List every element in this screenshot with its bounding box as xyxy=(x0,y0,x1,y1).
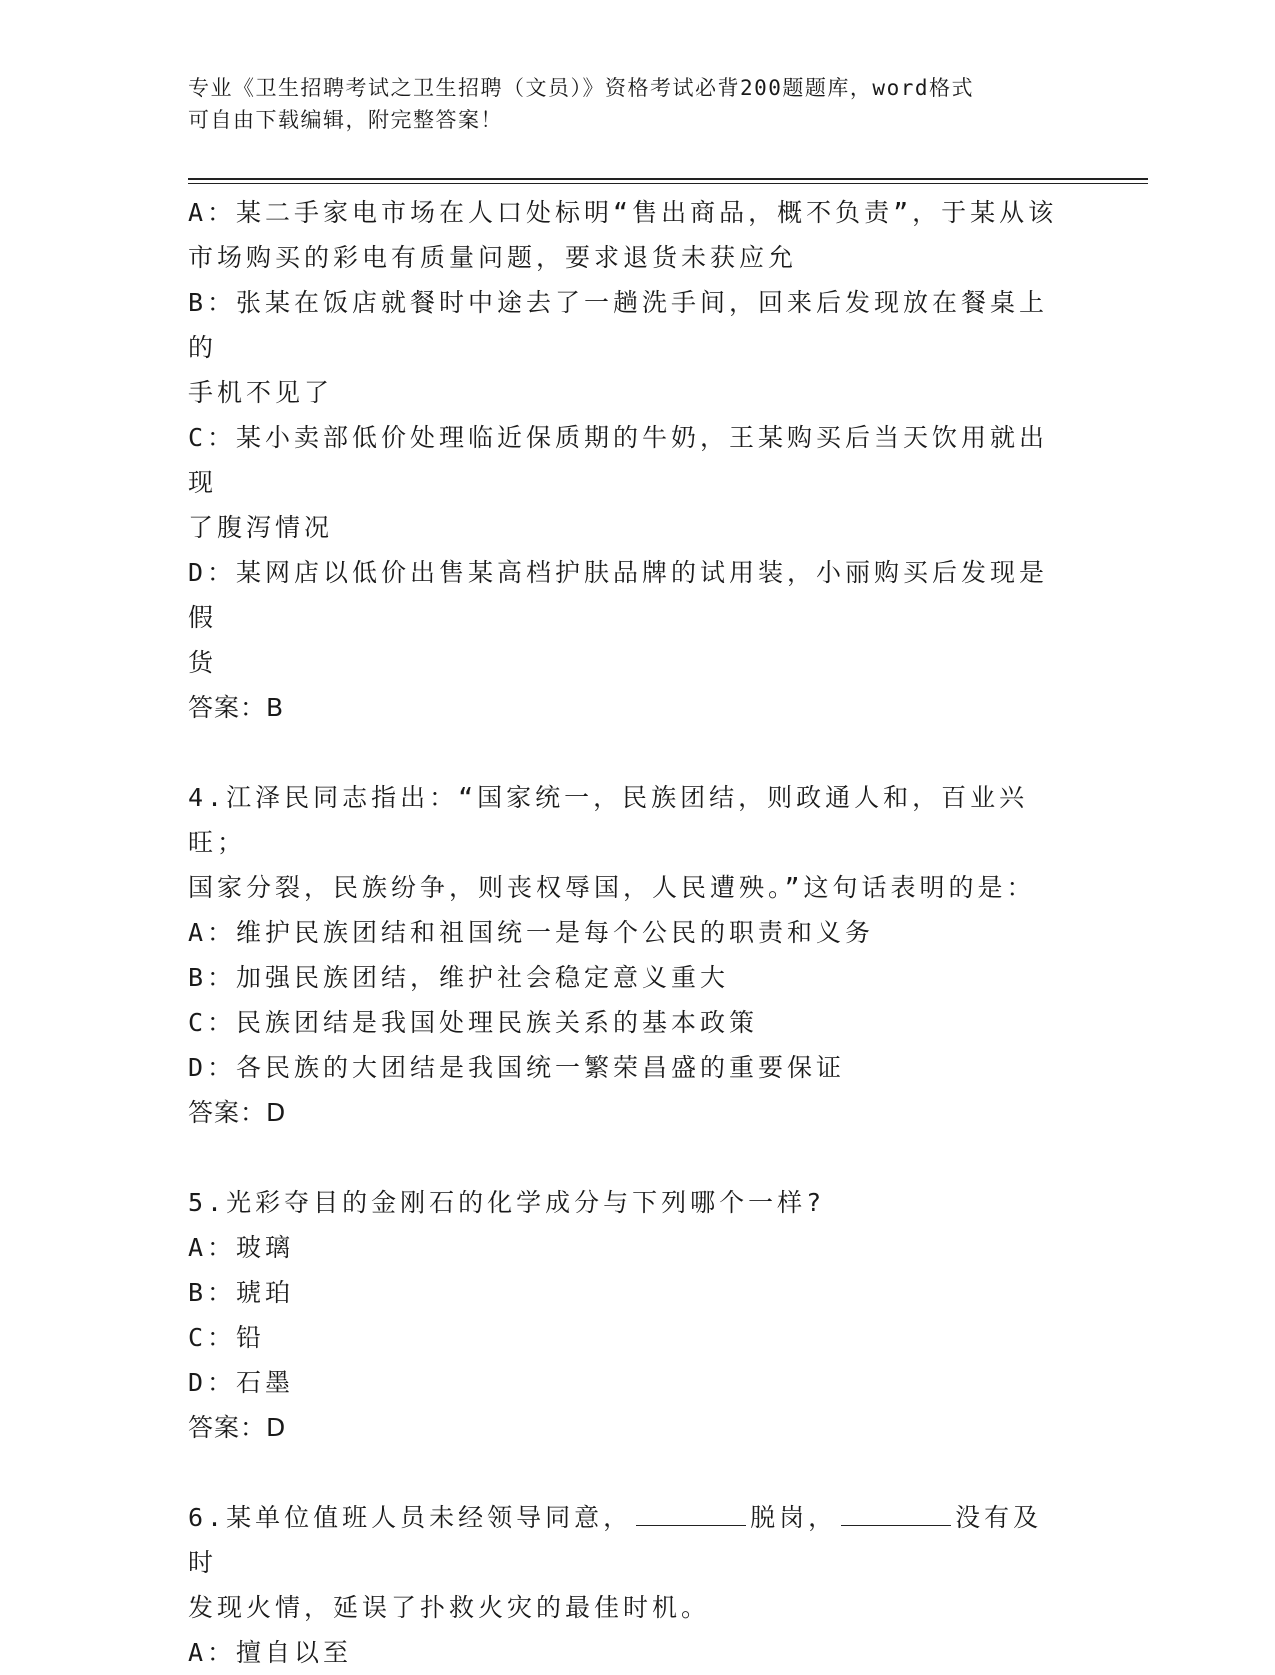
spacer xyxy=(188,1450,1068,1495)
q6-option-a: A：擅自以至 xyxy=(188,1638,353,1667)
question-6 xyxy=(188,1495,1068,1675)
header-line-2: 可自由下载编辑，附完整答案！ xyxy=(188,108,503,132)
header-line-1: 专业《卫生招聘考试之卫生招聘（文员）》资格考试必背200题题库，word格式 xyxy=(188,76,974,100)
q3-option-d-line-2: 货 xyxy=(188,648,218,677)
question-list xyxy=(188,190,1068,1675)
q3-option-b-line-1: B：张某在饭店就餐时中途去了一趟洗手间，回来后发现放在餐桌上的 xyxy=(188,288,1049,362)
spacer xyxy=(188,730,1068,775)
q6-stem-line-2: 发现火情，延误了扑救火灾的最佳时机。 xyxy=(188,1593,711,1622)
q5-option-c: C：铅 xyxy=(188,1323,266,1352)
q6-stem-part-2: 脱岗， xyxy=(750,1503,838,1532)
q4-stem-line-1: 4.江泽民同志指出：“国家统一，民族团结，则政通人和，百业兴旺； xyxy=(188,783,1029,857)
q4-option-a: A：维护民族团结和祖国统一是每个公民的职责和义务 xyxy=(188,918,875,947)
q6-stem-part-1: 6.某单位值班人员未经领导同意， xyxy=(188,1503,633,1532)
fill-blank-1 xyxy=(636,1503,746,1526)
q6-stem-part-3: 没有及时 xyxy=(188,1503,1043,1577)
q4-option-c: C：民族团结是我国处理民族关系的基本政策 xyxy=(188,1008,759,1037)
q3-answer: 答案：B xyxy=(188,693,285,722)
q5-option-a: A：玻璃 xyxy=(188,1233,295,1262)
q5-option-d: D：石墨 xyxy=(188,1368,295,1397)
q4-stem-line-2: 国家分裂，民族纷争，则丧权辱国，人民遭殃。”这句话表明的是： xyxy=(188,873,1036,902)
document-header xyxy=(188,72,1068,136)
q3-option-d-line-1: D：某网店以低价出售某高档护肤品牌的试用装，小丽购买后发现是假 xyxy=(188,558,1049,632)
q3-option-a-line-1: A：某二手家电市场在人口处标明“售出商品，概不负责”，于某从该 xyxy=(188,198,1058,227)
q5-answer: 答案：D xyxy=(188,1413,287,1442)
header-rule-thin xyxy=(188,183,1148,184)
question-5 xyxy=(188,1180,1068,1450)
q4-option-d: D：各民族的大团结是我国统一繁荣昌盛的重要保证 xyxy=(188,1053,846,1082)
question-3 xyxy=(188,190,1068,730)
q5-stem: 5.光彩夺目的金刚石的化学成分与下列哪个一样? xyxy=(188,1188,826,1217)
q3-option-a-line-2: 市场购买的彩电有质量问题，要求退货未获应允 xyxy=(188,243,798,272)
header-rule-thick xyxy=(188,178,1148,180)
fill-blank-2 xyxy=(841,1503,951,1526)
spacer xyxy=(188,1135,1068,1180)
q6-stem-line-1 xyxy=(188,1495,1068,1585)
question-4 xyxy=(188,775,1068,1135)
q5-option-b: B：琥珀 xyxy=(188,1278,295,1307)
q4-option-b: B：加强民族团结，维护社会稳定意义重大 xyxy=(188,963,730,992)
q3-option-c-line-1: C：某小卖部低价处理临近保质期的牛奶，王某购买后当天饮用就出现 xyxy=(188,423,1049,497)
q3-option-c-line-2: 了腹泻情况 xyxy=(188,513,334,542)
q3-option-b-line-2: 手机不见了 xyxy=(188,378,334,407)
q4-answer: 答案：D xyxy=(188,1098,287,1127)
